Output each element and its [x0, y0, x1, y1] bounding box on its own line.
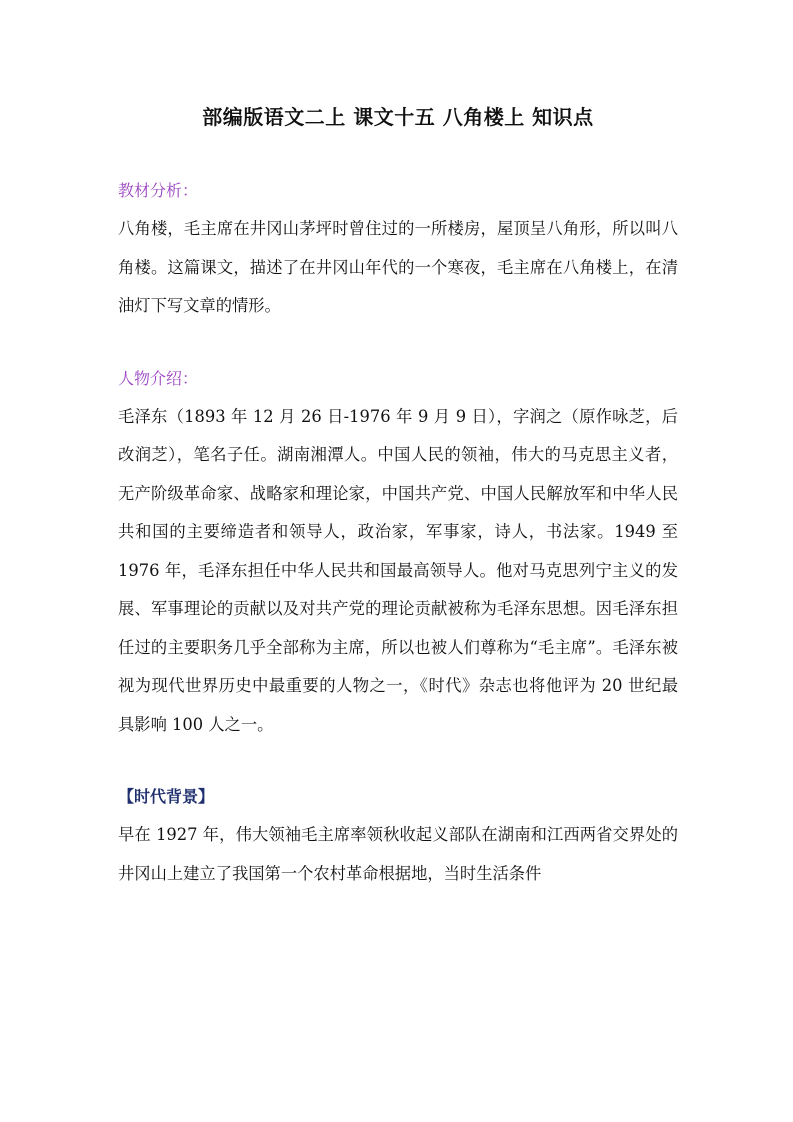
section-heading-person-intro: 人物介绍： [118, 368, 199, 388]
section-historical-background [118, 778, 678, 893]
section-body-person-intro: 毛泽东（1893 年 12 月 26 日-1976 年 9 月 9 日），字润之（原作咏芝，后改润芝），笔名子任。湖南湘潭人。中国人民的领袖，伟大的马克思主义者，无产阶级革命家、战略家和理论家，中国共产党、中国人民解放军和中华人民共和国的主要缔造者和领导人，政治家，军事家，诗人，书法家。1949 至 1976 年，毛泽东担任中华人民共和国最高领导人。他对马克思列宁主义的发展、军事理论的贡献以及对共产党的理论贡献被称为毛泽东思想。因毛泽东担任过的主要职务几乎全部称为主席，所以也被人们尊称为“毛主席”。毛泽东被视为现代世界历史中最重要的人物之一，《时代》杂志也将他评为 20 世纪最具影响 100 人之一。 [118, 406, 678, 734]
section-heading-historical-background: 【时代背景】 [118, 787, 215, 806]
section-textbook-analysis [118, 172, 678, 326]
section-spacer [118, 326, 678, 360]
section-heading-textbook-analysis: 教材分析： [118, 181, 199, 200]
document-content [118, 100, 678, 893]
section-person-intro [118, 360, 678, 745]
section-spacer [118, 744, 678, 778]
section-body-textbook-analysis: 八角楼，毛主席在井冈山茅坪时曾住过的一所楼房，屋顶呈八角形，所以叫八角楼。这篇课文，描述了在井冈山年代的一个寒夜，毛主席在八角楼上，在清油灯下写文章的情形。 [118, 219, 678, 315]
document-title: 部编版语文二上 课文十五 八角楼上 知识点 [202, 105, 594, 129]
section-body-historical-background: 早在 1927 年，伟大领袖毛主席率领秋收起义部队在湖南和江西两省交界处的井冈山上建立了我国第一个农村革命根据地，当时生活条件 [118, 825, 678, 883]
